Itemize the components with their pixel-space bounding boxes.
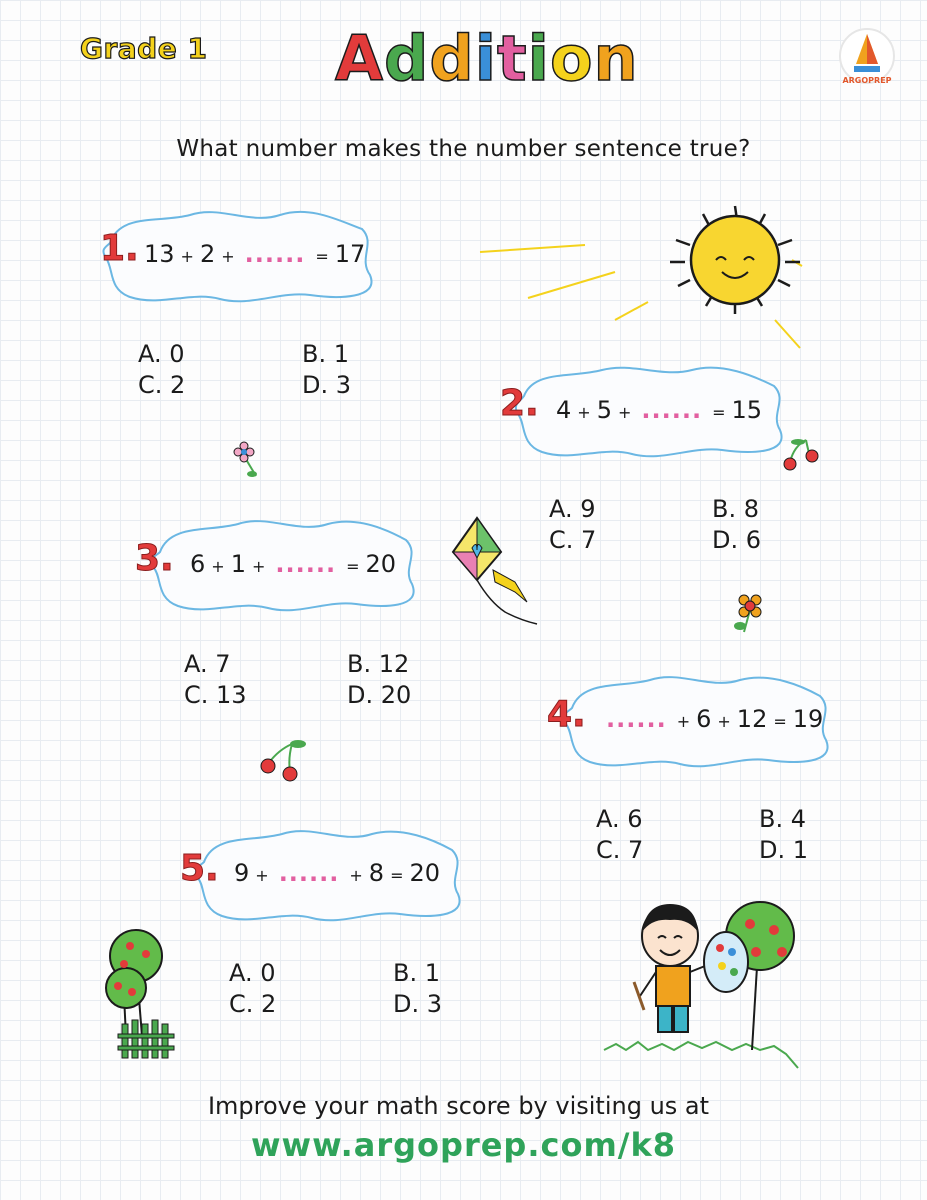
question-5-option-a[interactable]: A. 0 [229,959,276,987]
question-5-number: 5. [180,848,219,889]
question-4-option-a[interactable]: A. 6 [596,805,643,833]
question-4-number: 4. [547,694,586,735]
operator: + [211,557,225,576]
title-letter: i [527,22,550,95]
boy-painter-icon [600,900,800,1080]
result: 15 [731,396,763,424]
equals-sign: = [346,557,360,576]
answer-blank[interactable]: ...... [244,240,306,268]
sun-icon [470,200,810,360]
page-title [335,22,639,95]
result: 20 [365,550,397,578]
question-4-option-b[interactable]: B. 4 [759,805,806,833]
result: 20 [409,859,441,887]
term: 5 [596,396,612,424]
grade-label: Grade 1 [80,32,208,65]
term: 12 [736,705,768,733]
question-3-option-c[interactable]: C. 13 [184,681,247,709]
question-3-option-b[interactable]: B. 12 [347,650,410,678]
question-1-number: 1. [100,228,139,269]
operator: + [180,247,194,266]
cherry-icon [256,738,310,784]
answer-blank[interactable]: ...... [275,550,337,578]
term: 9 [234,859,250,887]
question-3-number: 3. [135,538,174,579]
kite-icon [445,512,545,630]
result: 17 [334,240,366,268]
question-4-option-c[interactable]: C. 7 [596,836,644,864]
operator: + [221,247,235,266]
tree-icon [100,926,184,1064]
instruction-text: What number makes the number sentence true? [176,136,751,162]
question-2-option-b[interactable]: B. 8 [712,495,759,523]
question-5-option-b[interactable]: B. 1 [393,959,440,987]
title-letter: t [497,22,528,95]
logo-text: ARGOPREP [842,76,892,85]
operator: + [617,403,632,422]
equals-sign: = [773,712,787,731]
title-letter: o [549,22,594,95]
answer-blank[interactable]: ...... [641,396,703,424]
footer-url-link[interactable]: www.argoprep.com/k8 [250,1126,677,1164]
question-1-option-c[interactable]: C. 2 [138,371,186,399]
result: 19 [792,705,824,733]
operator: + [349,866,363,885]
operator: + [577,403,591,422]
question-2-equation [556,396,762,424]
question-3-option-a[interactable]: A. 7 [184,650,231,678]
question-1-option-a[interactable]: A. 0 [138,340,185,368]
question-2-option-d[interactable]: D. 6 [712,526,762,554]
cherry-icon [776,436,820,474]
term: 6 [190,550,206,578]
term: 1 [230,550,246,578]
question-1-equation [144,240,365,268]
equals-sign: = [390,866,404,885]
flower-icon [230,440,270,484]
term: 2 [199,240,216,268]
question-2-number: 2. [500,383,539,424]
question-5-equation [234,859,440,887]
answer-blank[interactable]: ...... [278,859,340,887]
title-letter: d [429,22,475,95]
title-letter: i [474,22,498,95]
equals-sign: = [315,247,329,266]
question-2-option-a[interactable]: A. 9 [549,495,596,523]
operator: + [255,866,269,885]
question-3-option-d[interactable]: D. 20 [347,681,412,709]
question-5-option-d[interactable]: D. 3 [393,990,443,1018]
question-1-option-b[interactable]: B. 1 [302,340,349,368]
footer-text: Improve your math score by visiting us at [207,1092,710,1120]
operator: + [676,712,691,731]
question-2-option-c[interactable]: C. 7 [549,526,597,554]
question-3-equation [190,550,396,578]
title-letter: n [593,22,639,95]
question-4-option-d[interactable]: D. 1 [759,836,809,864]
operator: + [251,557,266,576]
answer-blank[interactable]: ...... [606,705,667,733]
term: 4 [556,396,572,424]
argoprep-logo [838,26,896,92]
term: 8 [368,859,385,887]
question-4-equation [602,705,823,733]
question-1-option-d[interactable]: D. 3 [302,371,352,399]
equals-sign: = [712,403,726,422]
question-5-option-c[interactable]: C. 2 [229,990,277,1018]
flower-icon [722,590,770,642]
title-letter: d [383,22,430,95]
term: 13 [144,240,175,268]
operator: + [717,712,731,731]
term: 6 [696,705,712,733]
title-letter: A [335,22,384,95]
